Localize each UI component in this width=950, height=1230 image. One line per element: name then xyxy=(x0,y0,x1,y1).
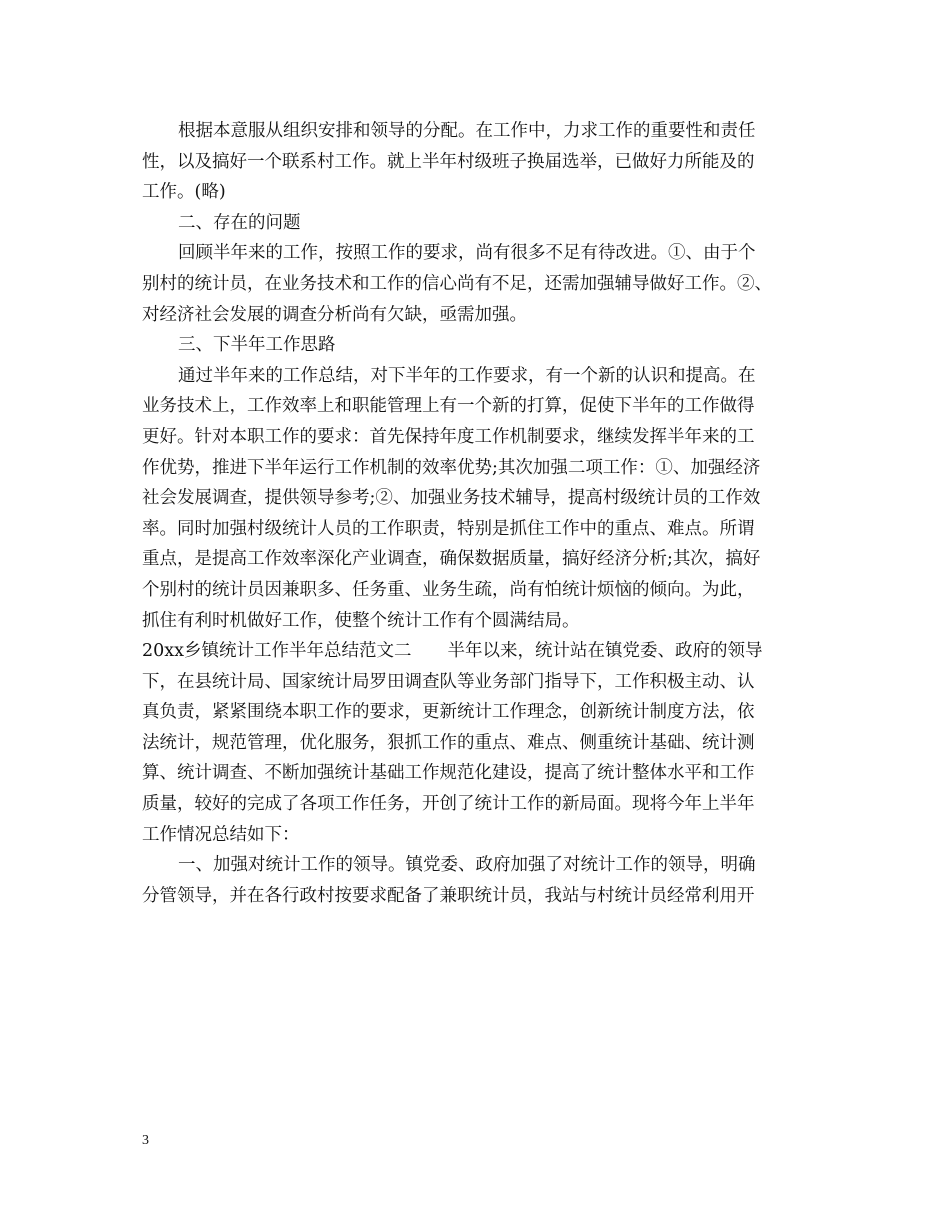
paragraph-line: 回顾半年来的工作，按照工作的要求，尚有很多不足有待改进。①、由于个 xyxy=(178,243,756,264)
paragraph-line: 作优势，推进下半年运行工作机制的效率优势;其次加强二项工作：①、加强经济 xyxy=(142,457,761,478)
paragraph-line: 下，在县统计局、国家统计局罗田调查队等业务部门指导下，工作积极主动、认 xyxy=(142,671,755,692)
paragraph-line: 分管领导，并在各行政村按要求配备了兼职统计员，我站与村统计员经常利用开 xyxy=(142,885,755,906)
paragraph-line: 抓住有利时机做好工作，使整个统计工作有个圆满结局。 xyxy=(142,610,580,631)
paragraph-line: 法统计，规范管理，优化服务，狠抓工作的重点、难点、侧重统计基础、统计测 xyxy=(142,732,755,753)
paragraph-line: 质量，较好的完成了各项工作任务，开创了统计工作的新局面。现将今年上半年 xyxy=(142,794,755,815)
section-heading: 三、下半年工作思路 xyxy=(178,335,336,356)
page-number: 3 xyxy=(142,1133,149,1148)
paragraph-continuation: 半年以来，统计站在镇党委、政府的领导 xyxy=(447,641,763,662)
section-heading: 二、存在的问题 xyxy=(178,212,301,233)
paragraph-line: 工作情况总结如下： xyxy=(142,824,300,845)
paragraph-line: 社会发展调查，提供领导参考;②、加强业务技术辅导，提高村级统计员的工作效 xyxy=(142,488,761,509)
paragraph-line: 性，以及搞好一个联系村工作。就上半年村级班子换届选举，已做好力所能及的 xyxy=(142,151,755,172)
paragraph-line: 别村的统计员，在业务技术和工作的信心尚有不足，还需加强辅导做好工作。②、 xyxy=(142,273,772,294)
paragraph-line: 一、加强对统计工作的领导。镇党委、政府加强了对统计工作的领导，明确 xyxy=(178,855,756,876)
paragraph-line: 真负责，紧紧围绕本职工作的要求，更新统计工作理念，创新统计制度方法，依 xyxy=(142,702,755,723)
paragraph-line: 算、统计调查、不断加强统计基础工作规范化建设，提高了统计整体水平和工作 xyxy=(142,763,755,784)
paragraph-line: 对经济社会发展的调查分析尚有欠缺，亟需加强。 xyxy=(142,304,527,325)
paragraph-line: 重点，是提高工作效率深化产业调查，确保数据质量，搞好经济分析;其次，搞好 xyxy=(142,549,761,570)
paragraph-line: 根据本意服从组织安排和领导的分配。在工作中，力求工作的重要性和责任 xyxy=(178,121,756,141)
paragraph-line: 工作。(略) xyxy=(142,182,226,203)
section-title-line xyxy=(142,636,802,667)
paragraph-line: 业务技术上，工作效率上和职能管理上有一个新的打算，促使下半年的工作做得 xyxy=(142,396,755,417)
section-title: 20xx乡镇统计工作半年总结范文二 xyxy=(142,641,412,662)
document-body xyxy=(142,116,802,911)
paragraph-line: 通过半年来的工作总结，对下半年的工作要求，有一个新的认识和提高。在 xyxy=(178,365,756,386)
paragraph-line: 更好。针对本职工作的要求：首先保持年度工作机制要求，继续发挥半年来的工 xyxy=(142,426,755,447)
paragraph-line: 率。同时加强村级统计人员的工作职责，特别是抓住工作中的重点、难点。所谓 xyxy=(142,518,755,539)
paragraph-line: 个别村的统计员因兼职多、任务重、业务生疏，尚有怕统计烦恼的倾向。为此， xyxy=(142,579,755,600)
